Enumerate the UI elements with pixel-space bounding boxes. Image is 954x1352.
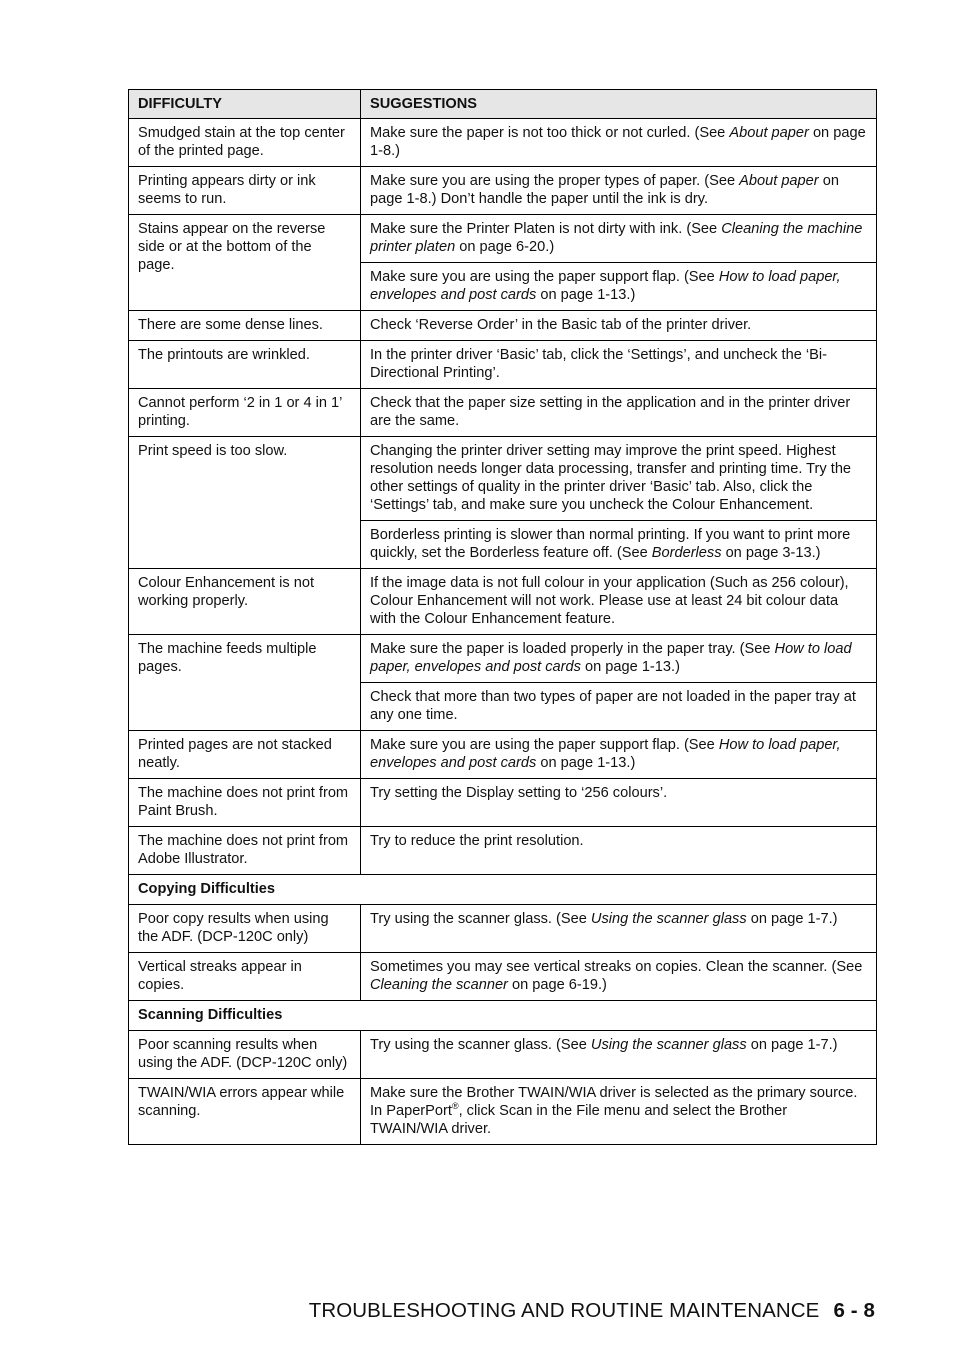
header-suggestions: SUGGESTIONS	[361, 90, 877, 119]
table-row	[129, 119, 877, 167]
suggestion-cell	[361, 1079, 877, 1145]
suggestion-text: on page 6-20.)	[455, 239, 555, 255]
difficulty-cell: Poor scanning results when using the ADF. (DCP-120C only)	[129, 1031, 361, 1079]
table-body	[129, 119, 877, 1145]
difficulty-cell: Printed pages are not stacked neatly.	[129, 731, 361, 779]
section-heading: Scanning Difficulties	[129, 1001, 877, 1031]
suggestion-cell	[361, 827, 877, 875]
suggestion-text: In the printer driver ‘Basic’ tab, click the ‘Settings’, and uncheck the ‘Bi-Directional Printing’.	[370, 347, 827, 381]
table-row	[129, 779, 877, 827]
suggestion-text: Check ‘Reverse Order’ in the Basic tab of the printer driver.	[370, 317, 752, 333]
difficulty-cell: Print speed is too slow.	[129, 437, 361, 569]
suggestion-cell	[361, 215, 877, 263]
table-row	[129, 905, 877, 953]
suggestion-cell	[361, 437, 877, 521]
suggestion-cell	[361, 683, 877, 731]
suggestion-cell	[361, 341, 877, 389]
table-row	[129, 1079, 877, 1145]
suggestion-text: Make sure the Brother TWAIN/WIA driver is selected as the primary source. In PaperPort	[370, 1085, 858, 1119]
header-difficulty: DIFFICULTY	[129, 90, 361, 119]
suggestion-text: on page 1-7.)	[746, 911, 838, 927]
table-row	[129, 731, 877, 779]
suggestion-text: , click Scan in the File menu and select the Brother TWAIN/WIA driver.	[370, 1103, 788, 1137]
table-row	[129, 827, 877, 875]
table-row	[129, 1031, 877, 1079]
suggestion-cell	[361, 119, 877, 167]
suggestion-text: Make sure the paper is not too thick or not curled. (See	[370, 125, 730, 141]
difficulty-cell: There are some dense lines.	[129, 311, 361, 341]
suggestion-cell	[361, 389, 877, 437]
page-footer	[309, 1299, 875, 1323]
suggestion-text: Try using the scanner glass. (See	[370, 1037, 591, 1053]
reference-link-text: How to load paper, envelopes and post cards	[370, 641, 852, 675]
suggestion-cell	[361, 263, 877, 311]
table-row	[129, 389, 877, 437]
registered-mark: ®	[451, 1101, 459, 1112]
suggestion-text: on page 1-8.)	[370, 125, 866, 159]
reference-link-text: About paper	[729, 125, 809, 141]
table-row	[129, 953, 877, 1001]
section-row	[129, 875, 877, 905]
section-heading: Copying Difficulties	[129, 875, 877, 905]
difficulty-cell: Smudged stain at the top center of the printed page.	[129, 119, 361, 167]
suggestion-cell	[361, 1031, 877, 1079]
difficulty-cell: Colour Enhancement is not working properly.	[129, 569, 361, 635]
reference-link-text: About paper	[739, 173, 819, 189]
reference-link-text: Borderless	[651, 545, 722, 561]
reference-link-text: Using the scanner glass	[590, 911, 747, 927]
difficulty-cell: Poor copy results when using the ADF. (DCP-120C only)	[129, 905, 361, 953]
suggestion-text: on page 6-19.)	[507, 977, 607, 993]
suggestion-text: Make sure you are using the paper support flap. (See	[370, 737, 719, 753]
suggestion-cell	[361, 167, 877, 215]
suggestion-text: Check that more than two types of paper are not loaded in the paper tray at any one time.	[370, 689, 856, 723]
table-row	[129, 311, 877, 341]
reference-link-text: Using the scanner glass	[590, 1037, 747, 1053]
suggestion-cell	[361, 569, 877, 635]
difficulty-cell: The machine does not print from Paint Brush.	[129, 779, 361, 827]
difficulty-cell: Cannot perform ‘2 in 1 or 4 in 1’ printing.	[129, 389, 361, 437]
suggestion-cell	[361, 953, 877, 1001]
suggestion-text: Check that the paper size setting in the application and in the printer driver are the same.	[370, 395, 851, 429]
difficulty-cell: Vertical streaks appear in copies.	[129, 953, 361, 1001]
difficulty-cell: The machine does not print from Adobe Illustrator.	[129, 827, 361, 875]
suggestion-text: Make sure you are using the proper types of paper. (See	[370, 173, 740, 189]
suggestion-text: Make sure you are using the paper support flap. (See	[370, 269, 719, 285]
suggestion-text: Make sure the paper is loaded properly in the paper tray. (See	[370, 641, 775, 657]
reference-link-text: How to load paper, envelopes and post cards	[370, 269, 841, 303]
suggestion-text: Sometimes you may see vertical streaks on copies. Clean the scanner. (See	[370, 959, 863, 975]
suggestion-cell	[361, 779, 877, 827]
suggestion-cell	[361, 521, 877, 569]
suggestion-text: Borderless printing is slower than normal printing. If you want to print more quickly, set the Borderless feature off. (See	[370, 527, 851, 561]
section-row	[129, 1001, 877, 1031]
suggestion-text: Try using the scanner glass. (See	[370, 911, 591, 927]
suggestion-text: on page 1-13.)	[536, 755, 636, 771]
suggestion-cell	[361, 905, 877, 953]
reference-link-text: How to load paper, envelopes and post cards	[370, 737, 841, 771]
reference-link-text: Cleaning the scanner	[370, 977, 508, 993]
difficulty-cell: TWAIN/WIA errors appear while scanning.	[129, 1079, 361, 1145]
suggestion-cell	[361, 635, 877, 683]
table-row	[129, 635, 877, 683]
chapter-title: TROUBLESHOOTING AND ROUTINE MAINTENANCE	[308, 1299, 820, 1322]
difficulty-cell: The machine feeds multiple pages.	[129, 635, 361, 731]
table-row	[129, 569, 877, 635]
troubleshooting-table	[128, 89, 877, 1145]
suggestion-text: Make sure the Printer Platen is not dirty with ink. (See	[370, 221, 722, 237]
suggestion-text: on page 1-13.)	[580, 659, 680, 675]
page-number: 6 - 8	[833, 1299, 875, 1322]
suggestion-text: on page 1-7.)	[746, 1037, 838, 1053]
table-header-row	[129, 90, 877, 119]
suggestion-cell	[361, 311, 877, 341]
suggestion-text: on page 3-13.)	[721, 545, 821, 561]
table-row	[129, 215, 877, 263]
suggestion-text: on page 1-8.) Don’t handle the paper until the ink is dry.	[370, 173, 839, 207]
suggestion-text: Changing the printer driver setting may improve the print speed. Highest resolution needs longer data processing, transfer and printing time. Try the other settings of quality in the printer driver ‘Basic’ tab. Also, click the ‘Settings’ tab, and make sure you uncheck the Colour Enhancement.	[370, 443, 852, 513]
suggestion-text: Try setting the Display setting to ‘256 colours’.	[370, 785, 668, 801]
difficulty-cell: The printouts are wrinkled.	[129, 341, 361, 389]
suggestion-text: If the image data is not full colour in your application (Such as 256 colour), Colour Enhancement will not work. Please use at least 24 bit colour data with the Colour Enhancement feature.	[370, 575, 849, 627]
reference-link-text: Cleaning the machine printer platen	[370, 221, 863, 255]
suggestion-cell	[361, 731, 877, 779]
difficulty-cell: Stains appear on the reverse side or at the bottom of the page.	[129, 215, 361, 311]
difficulty-cell: Printing appears dirty or ink seems to run.	[129, 167, 361, 215]
suggestion-text: on page 1-13.)	[536, 287, 636, 303]
suggestion-text: Try to reduce the print resolution.	[370, 833, 584, 849]
table-row	[129, 341, 877, 389]
table-row	[129, 437, 877, 521]
table-row	[129, 167, 877, 215]
